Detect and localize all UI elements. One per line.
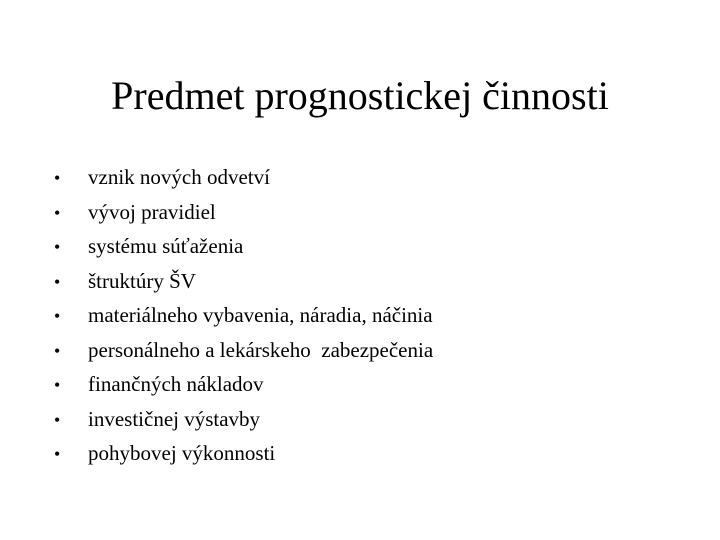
bullet-icon: • (54, 168, 61, 188)
list-item (54, 333, 433, 368)
list-item (54, 229, 433, 264)
bullet-icon: • (54, 444, 61, 464)
list-item (54, 367, 433, 402)
bullet-icon: • (54, 409, 61, 430)
bullet-icon: • (54, 271, 61, 292)
list-item-text: pohybovej výkonnosti (88, 441, 276, 465)
slide-title: Predmet prognostickej činnosti (111, 73, 609, 118)
list-item-text: štruktúry ŠV (88, 268, 196, 293)
list-item (54, 160, 433, 195)
list-item-text: systému súťaženia (88, 234, 244, 258)
list-item (54, 298, 433, 333)
list-item-text: materiálneho vybavenia, náradia, náčinia (88, 303, 433, 327)
bullet-icon: • (54, 237, 61, 257)
bullet-icon: • (54, 340, 61, 361)
bullet-list (54, 160, 433, 471)
bullet-icon: • (54, 306, 61, 326)
list-item (54, 264, 433, 299)
list-item (54, 402, 433, 437)
list-item-text: vývoj pravidiel (88, 199, 216, 224)
list-item (54, 195, 433, 230)
list-item-text: investičnej výstavby (88, 406, 261, 431)
list-item-text: finančných nákladov (88, 372, 264, 396)
list-item-text: personálneho a lekárskeho zabezpečenia (88, 337, 434, 362)
list-item (54, 436, 433, 471)
list-item-text: vznik nových odvetví (88, 165, 270, 189)
bullet-icon: • (54, 202, 61, 223)
bullet-icon: • (54, 375, 61, 395)
